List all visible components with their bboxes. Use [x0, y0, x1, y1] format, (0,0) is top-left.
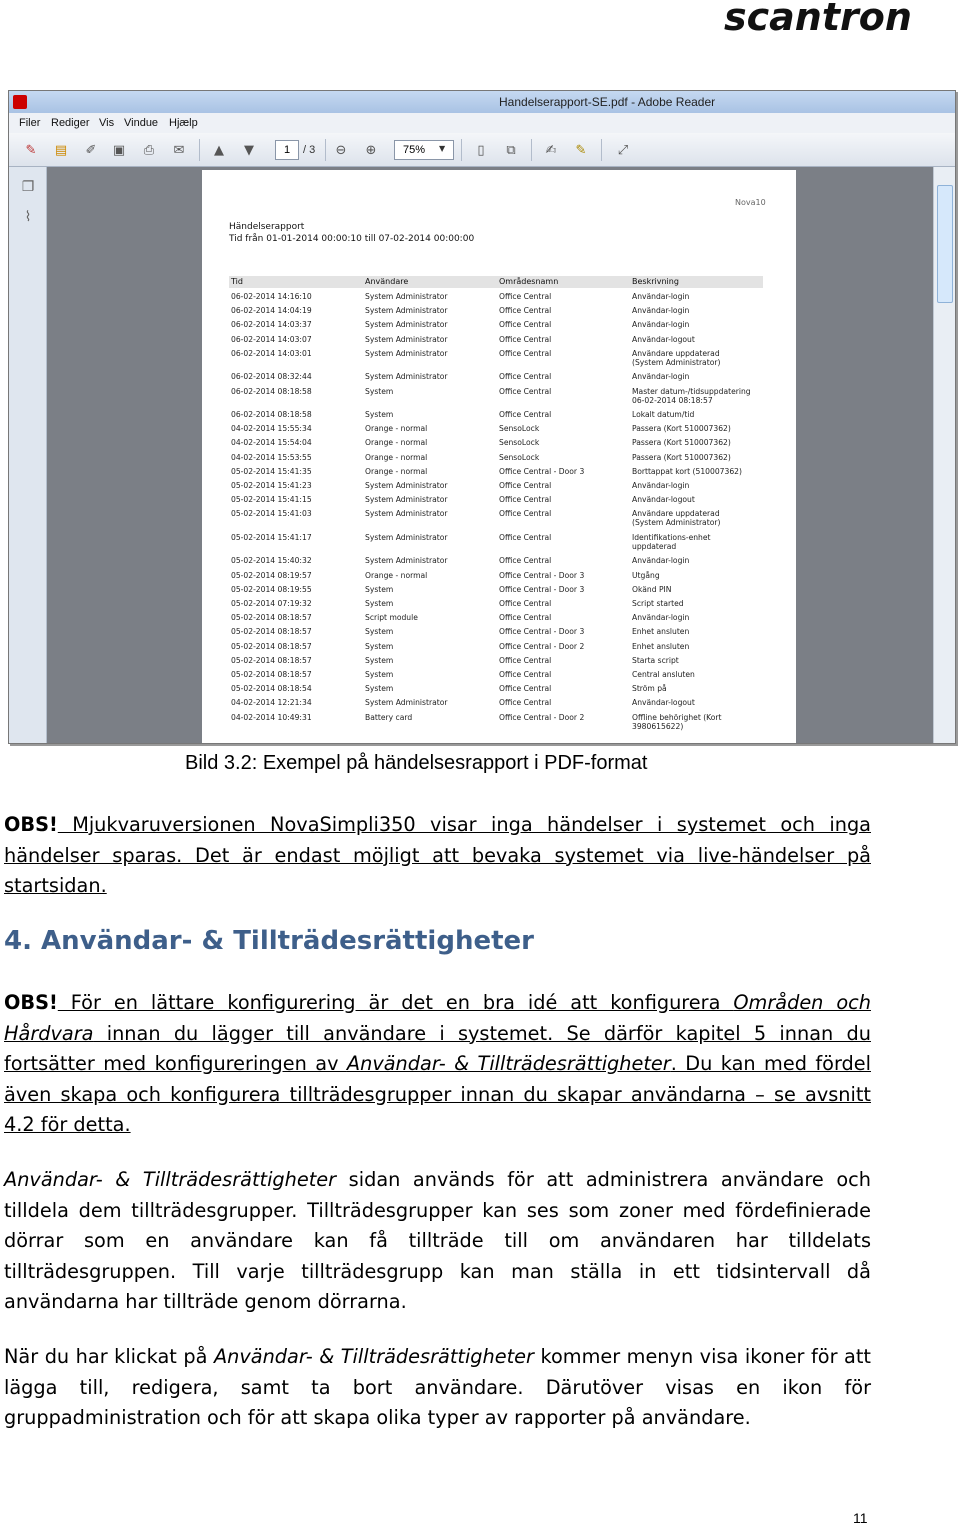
table-cell: Användar-login	[632, 320, 690, 330]
table-cell: System Administrator	[365, 372, 448, 382]
table-cell: System	[365, 386, 394, 396]
table-cell: Office Central	[499, 509, 552, 519]
table-cell: Office Central - Door 3	[499, 570, 585, 580]
table-cell: Identifikations-enhet	[632, 532, 711, 542]
table-cell: System	[365, 684, 394, 694]
table-cell: 05-02-2014 08:18:57	[231, 670, 312, 679]
table-row	[229, 599, 763, 609]
table-cell: (System Administrator)	[632, 357, 721, 367]
table-cell: Orange - normal	[365, 438, 428, 448]
adobe-reader-icon	[13, 95, 27, 109]
body-paragraph	[4, 1165, 871, 1318]
note-text: För en lättare konfigurering är det en bra idé att konfigurera	[57, 991, 734, 1014]
table-cell: 05-02-2014 08:18:57	[231, 627, 312, 637]
table-cell: Orange - normal	[365, 452, 428, 462]
section-heading: 4. Användar- & Tillträdesrättigheter	[4, 926, 534, 956]
table-cell: 06-02-2014 08:18:57	[632, 395, 713, 405]
table-cell: Office Central	[499, 306, 552, 316]
table-cell: Battery card	[365, 712, 413, 722]
table-cell: System	[365, 641, 394, 651]
table-cell: Användar-login	[632, 556, 690, 566]
table-cell: Office Central	[499, 655, 552, 665]
table-cell: Office Central - Door 2	[499, 641, 585, 651]
edit-icon[interactable]: ✐	[85, 142, 97, 158]
table-cell: Office Central	[499, 698, 552, 708]
table-row	[229, 712, 763, 731]
table-cell: System	[365, 584, 394, 594]
table-cell: 06-02-2014 08:18:58	[231, 410, 312, 419]
table-cell: Office Central - Door 3	[499, 584, 585, 594]
menu-window[interactable]: Vindue	[124, 117, 159, 129]
table-cell: Användar-login	[632, 613, 690, 623]
table-row	[229, 481, 763, 491]
note-text: innan du lägger till användare i systemet. Se därför kapitel 5 innan du fortsätter med konfigureringen av	[4, 1021, 871, 1075]
zoom-in-icon[interactable]: ⊕	[365, 142, 377, 158]
table-cell: Lokalt datum/tid	[632, 410, 695, 419]
table-cell: Office Central	[499, 556, 552, 566]
fit-page-icon[interactable]: ▯	[477, 142, 485, 158]
table-cell: Office Central - Door 3	[499, 466, 585, 476]
table-cell: 04-02-2014 12:21:34	[231, 698, 312, 708]
table-cell: System Administrator	[365, 556, 448, 566]
table-row	[229, 627, 763, 637]
table-cell: 05-02-2014 08:18:57	[231, 641, 312, 651]
table-cell: 05-02-2014 15:41:23	[231, 481, 312, 490]
table-cell: Passera (Kort 510007362)	[632, 452, 731, 462]
table-cell: System	[365, 655, 394, 665]
note-paragraph	[4, 988, 871, 1141]
note-label: OBS!	[4, 991, 58, 1014]
body-text: När du har klickat på	[4, 1345, 214, 1368]
open-icon[interactable]: ▤	[54, 142, 68, 158]
table-cell: uppdaterad	[632, 541, 677, 551]
menu-file[interactable]: Filer	[19, 117, 41, 129]
create-pdf-icon[interactable]: ✎	[25, 142, 37, 158]
toolbar-divider	[461, 139, 462, 161]
table-cell: Office Central	[499, 599, 552, 608]
table-cell: (System Administrator)	[632, 518, 721, 528]
menu-help[interactable]: Hjælp	[169, 117, 198, 129]
table-cell: Starta script	[632, 655, 679, 665]
table-cell: Office Central	[499, 334, 552, 344]
table-cell: 06-02-2014 14:04:19	[231, 306, 312, 316]
table-cell: System	[365, 599, 394, 608]
table-cell: 3980615622)	[632, 721, 684, 731]
comment-icon[interactable]: ✍	[545, 142, 557, 158]
table-row	[229, 467, 763, 477]
attachment-icon[interactable]: ⌇	[24, 209, 32, 225]
table-cell: 05-02-2014 15:41:15	[231, 495, 312, 505]
next-page-icon[interactable]: ▼	[244, 142, 254, 158]
column-header: Tid	[231, 277, 243, 286]
table-cell: 05-02-2014 15:41:35	[231, 466, 312, 476]
table-cell: 05-02-2014 08:19:55	[231, 584, 312, 594]
table-row	[229, 410, 763, 420]
table-cell: Passera (Kort 510007362)	[632, 438, 731, 448]
pdf-page	[202, 170, 796, 744]
table-cell: 06-02-2014 14:03:01	[231, 348, 312, 358]
table-cell: System Administrator	[365, 292, 448, 301]
table-cell: System Administrator	[365, 495, 448, 505]
table-row	[229, 532, 763, 551]
table-cell: Orange - normal	[365, 466, 428, 476]
table-cell: Passera (Kort 510007362)	[632, 424, 731, 434]
note-label: OBS!	[4, 813, 58, 836]
column-header: Områdesnamn	[499, 277, 559, 286]
body-paragraph	[4, 1342, 871, 1434]
toolbar-divider	[199, 139, 200, 161]
table-cell: System	[365, 627, 394, 637]
table-cell: Utgång	[632, 570, 660, 580]
scroll-thumb[interactable]	[937, 185, 953, 303]
table-cell: Office Central - Door 3	[499, 627, 585, 637]
table-row	[229, 585, 763, 595]
table-cell: 06-02-2014 14:03:07	[231, 334, 312, 344]
table-cell: Office Central	[499, 320, 552, 330]
table-cell: 04-02-2014 10:49:31	[231, 712, 312, 722]
window-title: Handelserapport-SE.pdf - Adobe Reader	[499, 95, 716, 109]
fit-width-icon[interactable]: ⧉	[506, 142, 516, 158]
table-row	[229, 613, 763, 623]
table-row	[229, 306, 763, 316]
page-total: / 3	[303, 144, 316, 156]
note-emphasis: Användar- & Tillträdesrättigheter	[346, 1052, 671, 1075]
table-row	[229, 453, 763, 463]
table-cell: 05-02-2014 08:19:57	[231, 570, 312, 580]
table-cell: System Administrator	[365, 698, 448, 708]
table-row	[229, 698, 763, 708]
table-cell: System Administrator	[365, 334, 448, 344]
table-cell: System	[365, 410, 394, 419]
table-cell: Office Central	[499, 481, 552, 490]
table-row	[229, 571, 763, 581]
scantron-logo	[722, 0, 954, 38]
adobe-reader-screenshot	[8, 90, 956, 744]
table-cell: Master datum-/tidsuppdatering	[632, 386, 751, 396]
table-cell: Office Central	[499, 684, 552, 694]
table-row	[229, 556, 763, 566]
table-cell: 06-02-2014 14:03:37	[231, 320, 312, 330]
emphasis-text: Användar- & Tillträdesrättigheter	[4, 1168, 337, 1191]
pdf-subtitle: Tid från 01-01-2014 00:00:10 till 07-02-2014 00:00:00	[229, 234, 475, 244]
table-row	[229, 495, 763, 505]
table-cell: Enhet ansluten	[632, 641, 690, 651]
table-cell: Office Central	[499, 410, 552, 419]
table-cell: Orange - normal	[365, 570, 428, 580]
table-cell: 05-02-2014 07:19:32	[231, 599, 312, 608]
table-row	[229, 642, 763, 652]
table-cell: Office Central	[499, 292, 552, 301]
table-row	[229, 670, 763, 680]
toolbar	[9, 133, 955, 167]
table-cell: Script started	[632, 599, 684, 608]
table-cell: Enhet ansluten	[632, 627, 690, 637]
table-cell: 05-02-2014 15:41:17	[231, 532, 312, 542]
table-cell: Office Central	[499, 348, 552, 358]
note-text: . Du kan med fördel även skapa och konfigurera tillträdesgrupper innan du skapar användarna – se avsnitt 4.2 för detta.	[4, 1052, 871, 1136]
table-cell: 06-02-2014 08:32:44	[231, 372, 312, 382]
print-icon[interactable]: ⎙	[143, 142, 155, 158]
table-row	[229, 335, 763, 345]
table-cell: Användar-logout	[632, 698, 695, 708]
table-cell: 04-02-2014 15:53:55	[231, 452, 312, 462]
table-cell: Okänd PIN	[632, 584, 672, 594]
table-cell: Office Central - Door 2	[499, 712, 585, 722]
table-cell: Orange - normal	[365, 424, 428, 434]
toolbar-divider	[531, 139, 532, 161]
menu-edit[interactable]: Rediger	[51, 117, 90, 129]
table-cell: Användare uppdaterad	[632, 348, 720, 358]
zoom-select[interactable]: 75%	[394, 140, 454, 160]
table-cell: 05-02-2014 08:18:57	[231, 613, 312, 623]
table-cell: Borttappat kort (510007362)	[632, 466, 742, 476]
table-cell: SensoLock	[499, 452, 540, 462]
table-cell: Användar-login	[632, 481, 690, 490]
table-cell: Ström på	[632, 684, 667, 694]
zoom-out-icon[interactable]: ⊖	[335, 142, 347, 158]
table-row	[229, 386, 763, 405]
table-cell: Användar-login	[632, 372, 690, 382]
table-cell: Script module	[365, 613, 418, 623]
table-cell: System Administrator	[365, 320, 448, 330]
table-row	[229, 372, 763, 382]
sign-icon[interactable]: ✎	[575, 142, 587, 158]
table-cell: 05-02-2014 15:40:32	[231, 556, 312, 566]
table-row	[229, 320, 763, 330]
table-cell: 04-02-2014 15:54:04	[231, 438, 312, 448]
table-cell: Office Central	[499, 670, 552, 679]
table-cell: 04-02-2014 15:55:34	[231, 424, 312, 434]
note-text: Mjukvaruversionen NovaSimpli350 visar inga händelser i systemet och inga händelser sparas. Det är endast möjligt att bevaka systemet via live-händelser på startsidan.	[4, 813, 871, 897]
table-cell: SensoLock	[499, 438, 540, 448]
table-cell: Office Central	[499, 495, 552, 505]
note-emphasis: Områden och Hårdvara	[4, 991, 871, 1045]
table-cell: System Administrator	[365, 481, 448, 490]
table-cell: Office Central	[499, 386, 552, 396]
body-text: kommer menyn visa ikoner för att lägga till, redigera, samt ta bort användare. Därutöver visas en ikon för gruppadministration och för att skapa olika typer av rapporter på användare.	[4, 1345, 871, 1429]
table-cell: 05-02-2014 08:18:57	[231, 655, 312, 665]
menu-bar	[9, 113, 955, 133]
table-row	[229, 424, 763, 434]
table-cell: Central ansluten	[632, 670, 695, 679]
logo-text: scantron	[724, 0, 912, 38]
table-row	[229, 438, 763, 448]
fullscreen-icon[interactable]: ⤢	[617, 142, 629, 158]
table-cell: 05-02-2014 08:18:54	[231, 684, 312, 694]
previous-page-icon[interactable]: ▲	[214, 142, 224, 158]
table-cell: System Administrator	[365, 306, 448, 316]
navigation-panel	[9, 167, 47, 744]
pdf-title: Händelserapport	[229, 222, 305, 232]
body-text: sidan används för att administrera användare och tilldela dem tillträdesgrupper. Tillträdesgrupper kan ses som zoner med fördefinierade dörrar som en användare kan få tillträde till om användaren har tilldelats tillträdesgruppen. Till varje tillträdesgrupp kan man ställa in ett tidsintervall då användarna har tillträde genom dörrarna.	[4, 1168, 871, 1313]
toolbar-divider	[601, 139, 602, 161]
column-header: Användare	[365, 277, 409, 286]
table-row	[229, 684, 763, 694]
table-cell: Office Central	[499, 613, 552, 623]
table-row	[229, 348, 763, 367]
page-number: 11	[853, 1510, 868, 1526]
table-cell: System Administrator	[365, 509, 448, 519]
table-cell: SensoLock	[499, 424, 540, 434]
menu-view[interactable]: Vis	[99, 117, 115, 129]
table-cell: System Administrator	[365, 348, 448, 358]
toolbar-divider	[325, 139, 326, 161]
vertical-scrollbar[interactable]	[933, 167, 956, 744]
table-header	[229, 276, 763, 288]
page-number-input[interactable]: 1	[275, 140, 299, 160]
table-cell: Användar-logout	[632, 495, 695, 505]
column-header: Beskrivning	[632, 277, 679, 286]
pages-icon[interactable]: ❐	[21, 179, 35, 195]
emphasis-text: Användar- & Tillträdesrättigheter	[213, 1345, 534, 1368]
window-titlebar	[9, 91, 955, 113]
table-cell: Användar-login	[632, 292, 690, 301]
table-cell: 05-02-2014 15:41:03	[231, 509, 312, 519]
document-canvas	[47, 167, 933, 744]
table-cell: Användar-logout	[632, 334, 695, 344]
note-paragraph	[4, 810, 871, 902]
figure-caption: Bild 3.2: Exempel på händelsesrapport i PDF-format	[185, 752, 648, 774]
table-cell: Användar-login	[632, 306, 690, 316]
save-icon[interactable]: ▣	[112, 142, 126, 158]
table-cell: 06-02-2014 08:18:58	[231, 386, 312, 396]
table-cell: System Administrator	[365, 532, 448, 542]
table-cell: System	[365, 670, 394, 679]
pdf-brand: Nova10	[735, 198, 766, 207]
table-cell: Användare uppdaterad	[632, 509, 720, 519]
chevron-down-icon: ▼	[439, 144, 446, 153]
table-cell: Office Central	[499, 532, 552, 542]
table-row	[229, 656, 763, 666]
table-cell: 06-02-2014 14:16:10	[231, 292, 312, 301]
table-cell: Offline behörighet (Kort	[632, 712, 722, 722]
table-cell: Office Central	[499, 372, 552, 382]
email-icon[interactable]: ✉	[173, 142, 185, 158]
table-row	[229, 292, 763, 302]
table-row	[229, 509, 763, 528]
